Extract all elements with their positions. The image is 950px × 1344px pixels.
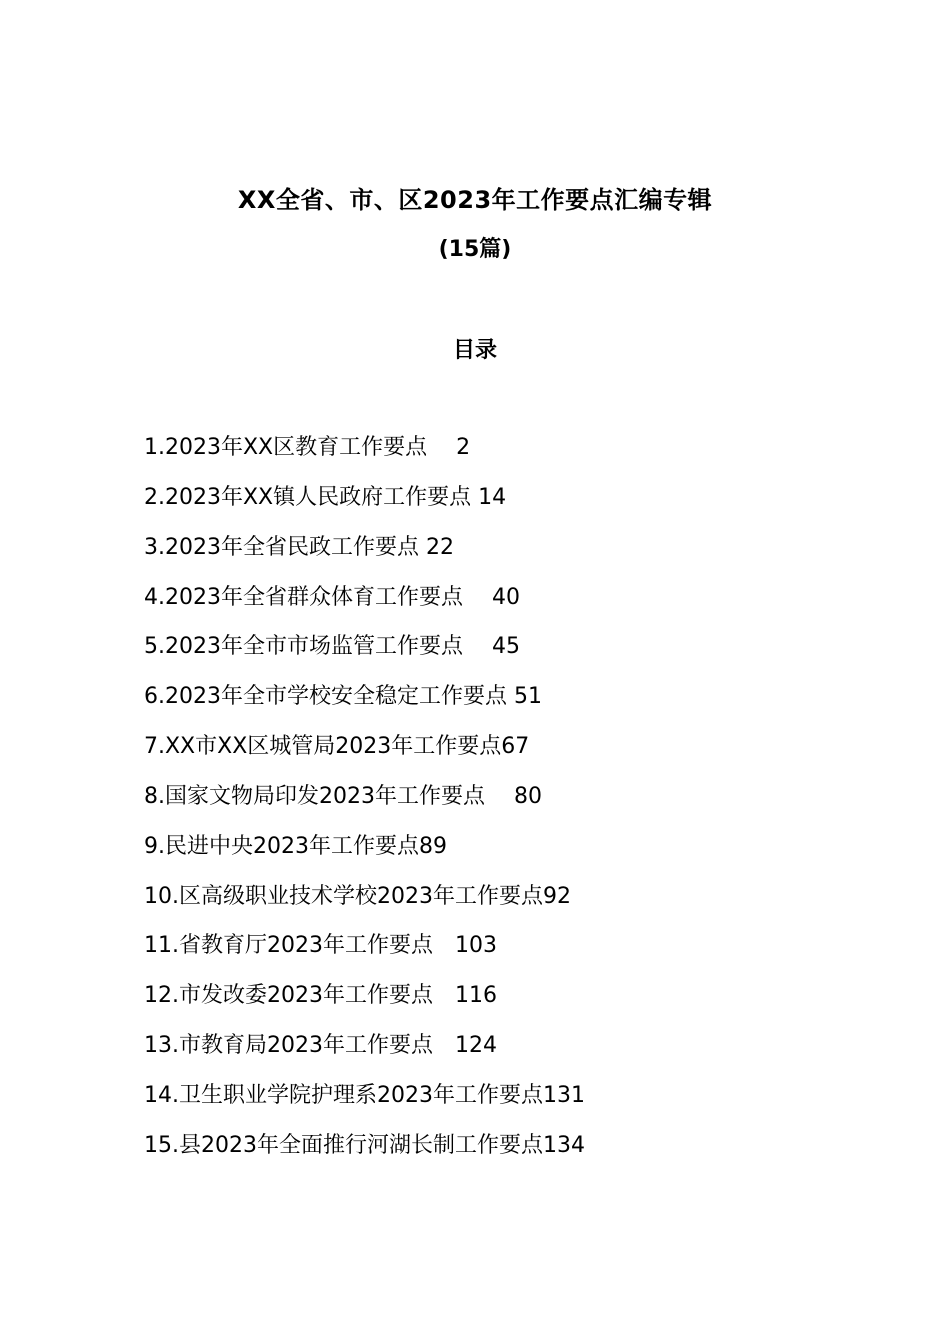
toc-item: 13.市教育局2023年工作要点 124	[144, 1033, 497, 1059]
document-title: XX全省、市、区2023年工作要点汇编专辑	[237, 186, 713, 214]
toc-item: 3.2023年全省民政工作要点 22	[144, 534, 454, 560]
toc-item: 4.2023年全省群众体育工作要点 40	[144, 584, 520, 610]
table-of-contents	[144, 431, 585, 1179]
toc-item: 2.2023年XX镇人民政府工作要点 14	[144, 484, 507, 510]
toc-item: 9.民进中央2023年工作要点89	[144, 833, 447, 859]
toc-item: 6.2023年全市学校安全稳定工作要点 51	[144, 684, 542, 710]
toc-heading: 目录	[452, 338, 497, 363]
toc-item: 12.市发改委2023年工作要点 116	[144, 983, 497, 1009]
toc-item: 14.卫生职业学院护理系2023年工作要点131	[144, 1082, 585, 1108]
toc-item: 8.国家文物局印发2023年工作要点 80	[144, 783, 542, 809]
toc-item: 11.省教育厅2023年工作要点 103	[144, 933, 497, 959]
toc-item: 7.XX市XX区城管局2023年工作要点67	[144, 734, 530, 760]
toc-item: 15.县2023年全面推行河湖长制工作要点134	[144, 1132, 585, 1158]
toc-item: 10.区高级职业技术学校2023年工作要点92	[144, 883, 571, 909]
toc-item: 5.2023年全市市场监管工作要点 45	[144, 634, 520, 660]
document-subtitle: (15篇)	[438, 237, 512, 262]
toc-item: 1.2023年XX区教育工作要点 2	[144, 435, 471, 460]
